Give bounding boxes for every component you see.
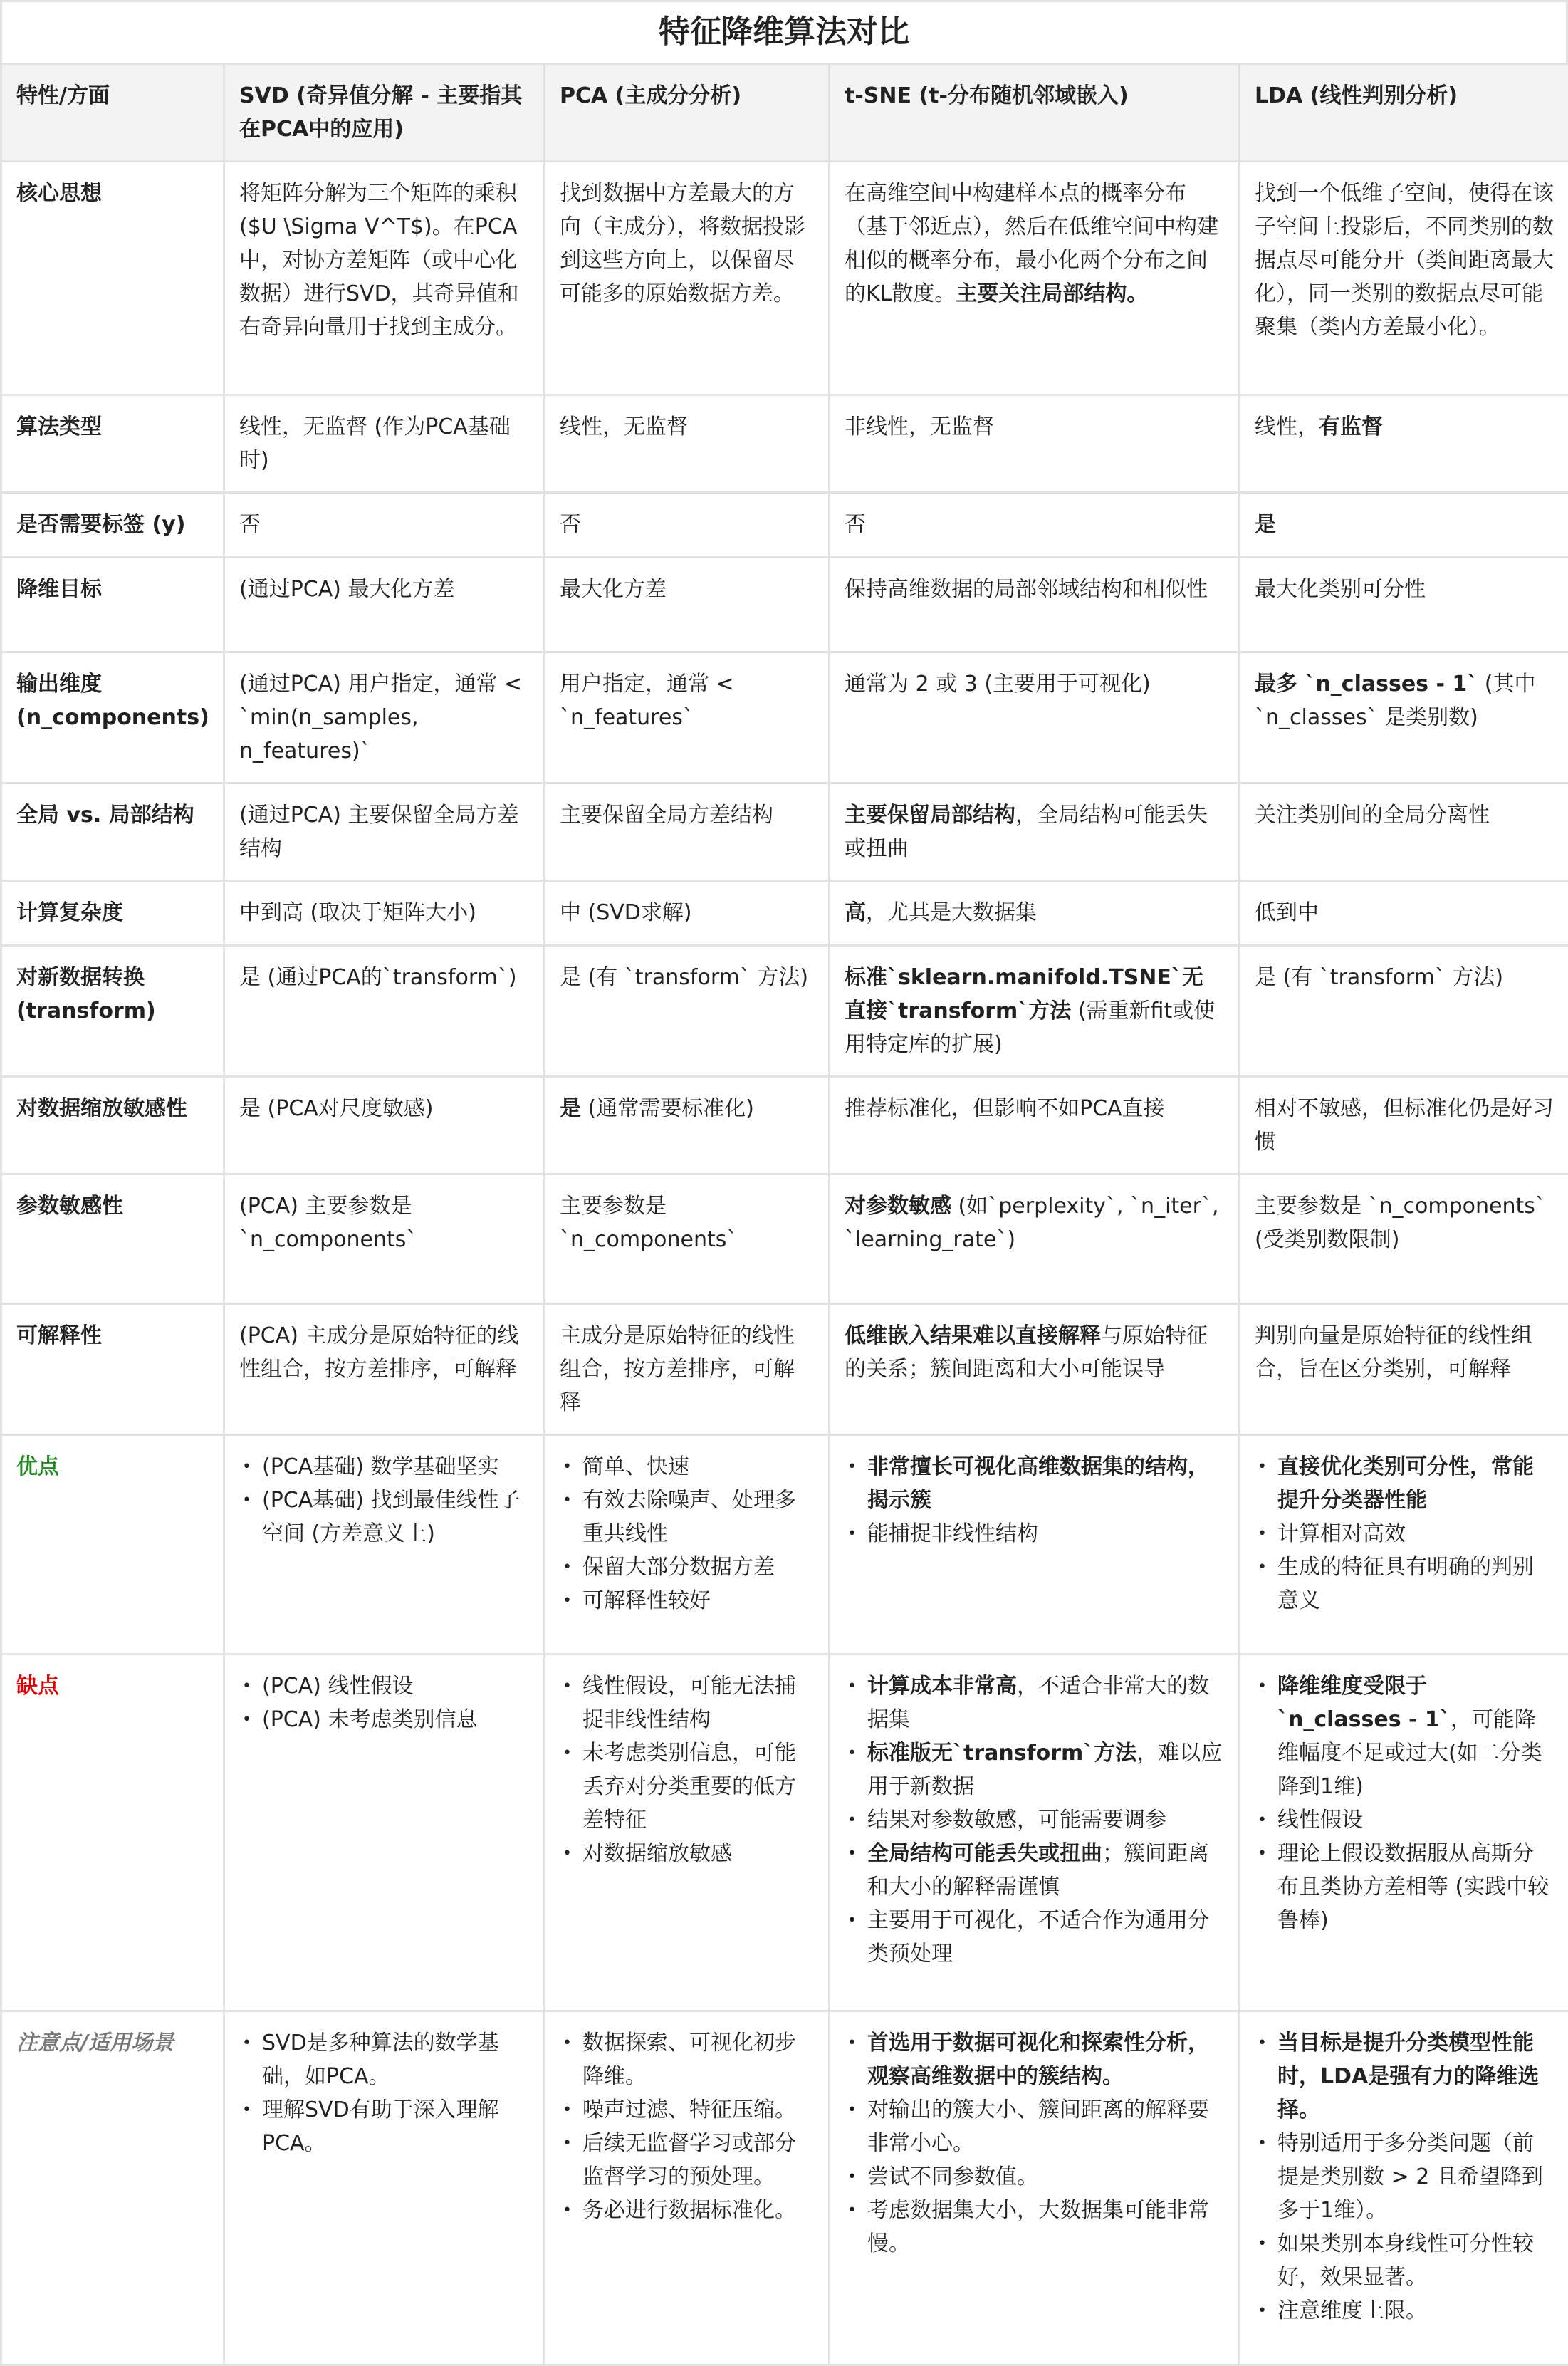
cell-tsne xyxy=(830,1304,1240,1435)
text: (通常需要标准化) xyxy=(581,1096,754,1121)
cell-tsne xyxy=(830,558,1240,652)
text: 推荐标准化，但影响不如PCA直接 xyxy=(845,1096,1165,1121)
cell-tsne xyxy=(830,783,1240,881)
cell-lda xyxy=(1240,162,1568,395)
cell-tsne xyxy=(830,881,1240,946)
table-row xyxy=(1,395,1568,493)
table-row xyxy=(1,1174,1568,1304)
bold-text: 是 xyxy=(560,1096,581,1121)
cell-lda xyxy=(1240,652,1568,783)
cell-pca xyxy=(545,1435,830,1654)
list-item xyxy=(1277,1837,1554,1937)
list-item xyxy=(262,1450,529,1484)
text: 判别向量是原始特征的线性组合，旨在区分类别，可解释 xyxy=(1255,1323,1532,1382)
text: 最大化类别可分性 xyxy=(1255,577,1426,602)
bullet-list xyxy=(1255,1669,1554,1937)
row-label: 参数敏感性 xyxy=(1,1174,224,1304)
bold-text: 首选用于数据可视化和探索性分析，观察高维数据中的簇结构。 xyxy=(867,2031,1209,2089)
row-label: 缺点 xyxy=(1,1654,224,2011)
cell-tsne xyxy=(830,1174,1240,1304)
text: ，尤其是大数据集 xyxy=(866,900,1037,925)
list-item xyxy=(1277,2227,1554,2294)
text: 中 (SVD求解) xyxy=(560,900,692,925)
cell-svd xyxy=(224,162,545,395)
text: ；簇间距离和大小的解释需谨慎 xyxy=(867,1841,1209,1899)
text: 考虑数据集大小，大数据集可能非常慢。 xyxy=(867,2198,1209,2256)
list-item xyxy=(867,1517,1224,1551)
list-item xyxy=(867,1803,1224,1837)
text: 有效去除噪声、处理多重共线性 xyxy=(582,1488,796,1546)
comparison-table xyxy=(0,63,1568,2366)
text: 线性， xyxy=(1255,415,1319,439)
text: 线性，无监督 xyxy=(560,415,688,439)
cell-svd xyxy=(224,783,545,881)
table-body xyxy=(1,162,1568,2365)
text: 找到数据中方差最大的方向（主成分），将数据投影到这些方向上，以保留尽可能多的原始数据方差。 xyxy=(560,181,805,306)
list-item xyxy=(1277,2294,1554,2328)
text: (通过PCA) 用户指定，通常 < `min(n_samples, n_features)` xyxy=(239,672,522,764)
table-row xyxy=(1,652,1568,783)
table-row xyxy=(1,1654,1568,2011)
text: 主要保留全局方差结构 xyxy=(560,803,773,828)
cell-pca xyxy=(545,881,830,946)
text: 理论上假设数据服从高斯分布且类协方差相等 (实践中较鲁棒) xyxy=(1277,1841,1549,1933)
cell-svd xyxy=(224,652,545,783)
cell-lda xyxy=(1240,1435,1568,1654)
list-item xyxy=(1277,2127,1554,2227)
text: SVD是多种算法的数学基础，如PCA。 xyxy=(262,2031,499,2089)
cell-pca xyxy=(545,1654,830,2011)
text: 注意维度上限。 xyxy=(1277,2298,1427,2323)
cell-lda xyxy=(1240,1174,1568,1304)
bullet-list xyxy=(560,1669,814,1870)
bullet-list xyxy=(1255,1450,1554,1617)
cell-svd xyxy=(224,1654,545,2011)
text: (通过PCA) 主要保留全局方差结构 xyxy=(239,803,519,861)
list-item xyxy=(867,1904,1224,1971)
bold-text: 降维维度受限于 `n_classes - 1` xyxy=(1277,1674,1451,1732)
cell-lda xyxy=(1240,1077,1568,1174)
bold-text: 非常擅长可视化高维数据集的结构，揭示簇 xyxy=(867,1454,1209,1513)
list-item xyxy=(1277,2026,1554,2127)
list-item xyxy=(262,1484,529,1551)
text: 非线性，无监督 xyxy=(845,415,994,439)
row-label: 输出维度 (n_components) xyxy=(1,652,224,783)
text: 主要参数是 `n_components` (受类别数限制) xyxy=(1255,1194,1546,1252)
cell-pca xyxy=(545,1304,830,1435)
text: (如`perplexity`, `n_iter`, `learning_rate`) xyxy=(845,1194,1219,1252)
text: ，不适合非常大的数据集 xyxy=(867,1674,1209,1732)
list-item xyxy=(582,1450,814,1484)
bullet-list xyxy=(239,2026,529,2160)
text: 低到中 xyxy=(1255,900,1319,925)
list-item xyxy=(582,1584,814,1617)
text: (其中 `n_classes` 是类别数) xyxy=(1255,672,1536,730)
cell-svd xyxy=(224,558,545,652)
text: 特别适用于多分类问题（前提是类别数 > 2 且希望降到多于1维）。 xyxy=(1277,2131,1543,2223)
list-item xyxy=(582,1484,814,1551)
list-item xyxy=(1277,1669,1554,1803)
text: 噪声过滤、特征压缩。 xyxy=(582,2097,796,2122)
cell-pca xyxy=(545,162,830,395)
row-label: 计算复杂度 xyxy=(1,881,224,946)
list-item xyxy=(262,1703,529,1736)
text: (需重新fit或使用特定库的扩展) xyxy=(845,999,1215,1057)
text: 找到一个低维子空间，使得在该子空间上投影后，不同类别的数据点尽可能分开（类间距离最大化），同一类别的数据点尽可能聚集（类内方差最小化）。 xyxy=(1255,181,1554,340)
text: 生成的特征具有明确的判别意义 xyxy=(1277,1555,1534,1613)
bold-text: 主要保留局部结构 xyxy=(845,803,1015,828)
table-row xyxy=(1,162,1568,395)
text: 对数据缩放敏感 xyxy=(582,1841,732,1866)
header-lda: LDA (线性判别分析) xyxy=(1240,64,1568,162)
cell-tsne xyxy=(830,493,1240,558)
cell-svd xyxy=(224,2011,545,2365)
text: 线性，无监督 (作为PCA基础时) xyxy=(239,415,511,473)
list-item xyxy=(867,1736,1224,1803)
bold-text: 计算成本非常高 xyxy=(867,1674,1017,1699)
header-tsne: t-SNE (t-分布随机邻域嵌入) xyxy=(830,64,1240,162)
list-item xyxy=(867,2194,1224,2261)
cell-svd xyxy=(224,946,545,1077)
list-item xyxy=(582,1551,814,1584)
list-item xyxy=(582,2093,814,2127)
text: 线性假设，可能无法捕捉非线性结构 xyxy=(582,1674,796,1732)
cell-tsne xyxy=(830,946,1240,1077)
cell-tsne xyxy=(830,1654,1240,2011)
table-row xyxy=(1,1304,1568,1435)
text: 主要用于可视化，不适合作为通用分类预处理 xyxy=(867,1908,1209,1966)
bullet-list xyxy=(560,2026,814,2227)
cell-svd xyxy=(224,395,545,493)
list-item xyxy=(867,2160,1224,2194)
row-label: 全局 vs. 局部结构 xyxy=(1,783,224,881)
text: 用户指定，通常 < `n_features` xyxy=(560,672,734,730)
bullet-list xyxy=(1255,2026,1554,2328)
text: ，难以应用于新数据 xyxy=(867,1741,1222,1799)
header-pca: PCA (主成分分析) xyxy=(545,64,830,162)
text: (PCA基础) 数学基础坚实 xyxy=(262,1454,499,1479)
cell-lda xyxy=(1240,395,1568,493)
text: (PCA) 未考虑类别信息 xyxy=(262,1707,478,1732)
cell-pca xyxy=(545,783,830,881)
list-item xyxy=(582,2194,814,2227)
cell-pca xyxy=(545,1174,830,1304)
list-item xyxy=(867,2093,1224,2160)
bullet-list xyxy=(560,1450,814,1617)
text: 务必进行数据标准化。 xyxy=(582,2198,796,2223)
list-item xyxy=(867,2026,1224,2093)
list-item xyxy=(582,2127,814,2194)
list-item xyxy=(1277,1450,1554,1517)
list-item xyxy=(262,2093,529,2160)
bold-text: 有监督 xyxy=(1319,415,1383,439)
cell-lda xyxy=(1240,1654,1568,2011)
text: 最大化方差 xyxy=(560,577,667,602)
text: 线性假设 xyxy=(1277,1808,1363,1833)
cell-svd xyxy=(224,881,545,946)
cell-svd xyxy=(224,1174,545,1304)
bold-text: 当目标是提升分类模型性能时，LDA是强有力的降维选择。 xyxy=(1277,2031,1539,2122)
text: 尝试不同参数值。 xyxy=(867,2164,1038,2189)
text: 简单、快速 xyxy=(582,1454,689,1479)
text: 是 (PCA对尺度敏感) xyxy=(239,1096,434,1121)
bold-text: 最多 `n_classes - 1` xyxy=(1255,672,1478,697)
text: 对输出的簇大小、簇间距离的解释要非常小心。 xyxy=(867,2097,1209,2156)
bullet-list xyxy=(239,1450,529,1551)
bullet-list xyxy=(845,2026,1224,2261)
text: 计算相对高效 xyxy=(1277,1521,1406,1546)
header-svd: SVD (奇异值分解 - 主要指其在PCA中的应用) xyxy=(224,64,545,162)
text: 否 xyxy=(845,512,866,537)
text: (PCA) 线性假设 xyxy=(262,1674,414,1699)
cell-lda xyxy=(1240,1304,1568,1435)
row-label: 算法类型 xyxy=(1,395,224,493)
text: 理解SVD有助于深入理解PCA。 xyxy=(262,2097,499,2156)
text: ，全局结构可能丢失或扭曲 xyxy=(845,803,1208,861)
list-item xyxy=(582,2026,814,2093)
list-item xyxy=(582,1669,814,1736)
table-row xyxy=(1,946,1568,1077)
cell-tsne xyxy=(830,1435,1240,1654)
text: 中到高 (取决于矩阵大小) xyxy=(239,900,476,925)
text: (通过PCA) 最大化方差 xyxy=(239,577,455,602)
cell-lda xyxy=(1240,2011,1568,2365)
table-row xyxy=(1,558,1568,652)
text: 通常为 2 或 3 (主要用于可视化) xyxy=(845,672,1151,697)
list-item xyxy=(867,1669,1224,1736)
bullet-list xyxy=(845,1669,1224,1971)
text: 可解释性较好 xyxy=(582,1588,711,1613)
cell-tsne xyxy=(830,162,1240,395)
cell-lda xyxy=(1240,493,1568,558)
text: 是 (通过PCA的`transform`) xyxy=(239,965,517,990)
cell-pca xyxy=(545,1077,830,1174)
text: 保持高维数据的局部邻域结构和相似性 xyxy=(845,577,1208,602)
text: 后续无监督学习或部分监督学习的预处理。 xyxy=(582,2131,796,2189)
row-label: 可解释性 xyxy=(1,1304,224,1435)
row-label: 注意点/适用场景 xyxy=(1,2011,224,2365)
table-row xyxy=(1,2011,1568,2365)
text: 数据探索、可视化初步降维。 xyxy=(582,2031,796,2089)
cell-svd xyxy=(224,1077,545,1174)
row-label: 优点 xyxy=(1,1435,224,1654)
text: 保留大部分数据方差 xyxy=(582,1555,775,1580)
row-label: 对数据缩放敏感性 xyxy=(1,1077,224,1174)
text: 是 (有 `transform` 方法) xyxy=(560,965,808,990)
cell-pca xyxy=(545,395,830,493)
table-row xyxy=(1,1077,1568,1174)
bold-text: 低维嵌入结果难以直接解释 xyxy=(845,1323,1101,1348)
cell-svd xyxy=(224,1435,545,1654)
cell-pca xyxy=(545,946,830,1077)
table-row xyxy=(1,1435,1568,1654)
cell-lda xyxy=(1240,881,1568,946)
text: 结果对参数敏感，可能需要调参 xyxy=(867,1808,1166,1833)
text: 相对不敏感，但标准化仍是好习惯 xyxy=(1255,1096,1554,1155)
bold-text: 标准`sklearn.manifold.TSNE`无直接`transform`方法 xyxy=(845,965,1203,1023)
cell-lda xyxy=(1240,558,1568,652)
bullet-list xyxy=(239,1669,529,1736)
cell-tsne xyxy=(830,1077,1240,1174)
text: 主要参数是 `n_components` xyxy=(560,1194,737,1252)
header-aspect: 特性/方面 xyxy=(1,64,224,162)
cell-pca xyxy=(545,493,830,558)
bullet-list xyxy=(845,1450,1224,1551)
list-item xyxy=(867,1837,1224,1904)
list-item xyxy=(582,1736,814,1837)
bold-text: 标准版无`transform`方法 xyxy=(867,1741,1136,1766)
table-row xyxy=(1,783,1568,881)
row-label: 降维目标 xyxy=(1,558,224,652)
text: 能捕捉非线性结构 xyxy=(867,1521,1038,1546)
text: 主成分是原始特征的线性组合，按方差排序，可解释 xyxy=(560,1323,795,1415)
cell-lda xyxy=(1240,783,1568,881)
row-label: 对新数据转换 (transform) xyxy=(1,946,224,1077)
text: 将矩阵分解为三个矩阵的乘积 ($U \Sigma V^T$)。在PCA中，对协方差矩阵（或中心化数据）进行SVD，其奇异值和右奇异向量用于找到主成分。 xyxy=(239,181,519,340)
cell-pca xyxy=(545,558,830,652)
cell-tsne xyxy=(830,652,1240,783)
row-label: 核心思想 xyxy=(1,162,224,395)
list-item xyxy=(1277,1803,1554,1837)
page-title: 特征降维算法对比 xyxy=(0,0,1568,63)
text: 是 (有 `transform` 方法) xyxy=(1255,965,1503,990)
list-item xyxy=(1277,1551,1554,1617)
cell-svd xyxy=(224,1304,545,1435)
text: (PCA) 主成分是原始特征的线性组合，按方差排序，可解释 xyxy=(239,1323,519,1382)
header-row xyxy=(1,64,1568,162)
list-item xyxy=(262,1669,529,1703)
list-item xyxy=(867,1450,1224,1517)
cell-tsne xyxy=(830,2011,1240,2365)
list-item xyxy=(582,1837,814,1870)
list-item xyxy=(262,2026,529,2093)
bold-text: 全局结构可能丢失或扭曲 xyxy=(867,1841,1102,1866)
bold-text: 直接优化类别可分性，常能提升分类器性能 xyxy=(1277,1454,1534,1513)
text: (PCA基础) 找到最佳线性子空间 (方差意义上) xyxy=(262,1488,521,1546)
table-row xyxy=(1,493,1568,558)
table-row xyxy=(1,881,1568,946)
bold-text: 对参数敏感 xyxy=(845,1194,951,1219)
cell-pca xyxy=(545,2011,830,2365)
bold-text: 高 xyxy=(845,900,866,925)
text: 与原始特征的关系；簇间距离和大小可能误导 xyxy=(845,1323,1208,1382)
text: (PCA) 主要参数是 `n_components` xyxy=(239,1194,417,1252)
row-label: 是否需要标签 (y) xyxy=(1,493,224,558)
text: 关注类别间的全局分离性 xyxy=(1255,803,1490,828)
text: 在高维空间中构建样本点的概率分布（基于邻近点），然后在低维空间中构建相似的概率分布，最小化两个分布之间的KL散度。 xyxy=(845,181,1218,306)
text: 如果类别本身线性可分性较好，效果显著。 xyxy=(1277,2231,1534,2290)
text: 未考虑类别信息，可能丢弃对分类重要的低方差特征 xyxy=(582,1741,796,1833)
bold-text: 主要关注局部结构。 xyxy=(956,281,1148,306)
text: 否 xyxy=(560,512,581,537)
cell-tsne xyxy=(830,395,1240,493)
bold-text: 是 xyxy=(1255,512,1276,537)
list-item xyxy=(1277,1517,1554,1551)
cell-svd xyxy=(224,493,545,558)
text: ，可能降维幅度不足或过大(如二分类降到1维) xyxy=(1277,1707,1542,1799)
cell-lda xyxy=(1240,946,1568,1077)
cell-pca xyxy=(545,652,830,783)
text: 否 xyxy=(239,512,261,537)
